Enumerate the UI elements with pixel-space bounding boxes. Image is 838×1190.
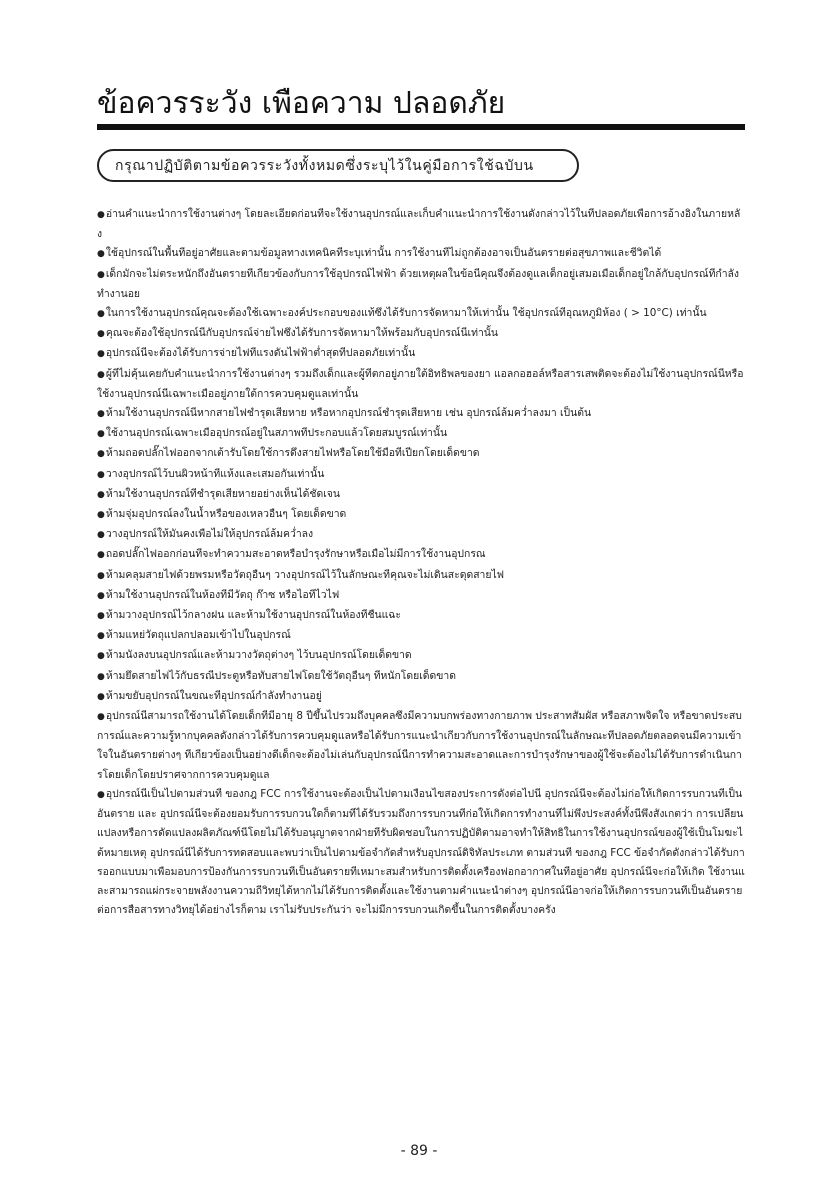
bullet-icon: ● bbox=[97, 789, 105, 800]
bullet-icon: ● bbox=[97, 631, 105, 642]
safety-note-text: อุปกรณ์นีสามารถใช้งานได้โดยเด็กทีมีอายุ 8 ปีขึ้นไปรวมถึงบุคคลซึงมีความบกพร่องทางกายภาพ ประสาทสัมผัส หรือสภาพจิตใจ หรือขาดประสบการณ์และความรู้หากบุคคลดังกล่าวได้รับการควบคุมดูแลหรือได้รับการแนะนำเกียวกับการใช้งานอุปกรณ์ในลักษณะทีปลอดภัยตลอดจนมีความเข้าใจในอันตรายต่างๆ ทีเกียวข้องเป็นอย่างดีเด็กจะต้องไม่เล่นกับอุปกรณ์นีการทำความสะอาดและการบำรุงรักษาของผู้ใช้จะต้องไม่ได้รับการดำเนินการโดยเด็กโดยปราศจากการควบคุมดูแล bbox=[97, 710, 742, 781]
safety-note bbox=[97, 566, 745, 586]
safety-note bbox=[97, 205, 745, 244]
page-number: - 89 - bbox=[400, 1143, 438, 1159]
safety-note bbox=[97, 785, 745, 920]
safety-note-text: ใช้อุปกรณ์ในพื้นทีอยู่อาศัยและตามข้อมูลทางเทคนิคทีระบุเท่านั้น การใช้งานทีไม่ถูกต้องอาจเป็นอันตรายต่อสุขภาพและชีวิตได้ bbox=[105, 247, 662, 260]
safety-note bbox=[97, 344, 745, 364]
bullet-icon: ● bbox=[97, 469, 105, 480]
bullet-icon: ● bbox=[97, 510, 105, 521]
subtitle-text: กรุณาปฏิบัติตามข้อควรระวังทั้งหมดซึ่งระบุไว้ในคู่มือการใช้ฉบับน bbox=[115, 157, 534, 174]
safety-note-text: ห้ามขยับอุปกรณ์ในขณะทีอุปกรณ์กำลังทำงานอยู่ bbox=[105, 689, 322, 702]
bullet-icon: ● bbox=[97, 329, 105, 340]
bullet-icon: ● bbox=[97, 570, 105, 581]
bullet-icon: ● bbox=[97, 269, 105, 280]
bullet-icon: ● bbox=[97, 210, 105, 220]
page-title: ข้อควรระวัง เพือความ ปลอดภัย bbox=[97, 86, 506, 121]
safety-note bbox=[97, 626, 745, 646]
safety-note bbox=[97, 687, 745, 707]
bullet-icon: ● bbox=[97, 651, 105, 662]
bullet-icon: ● bbox=[97, 369, 105, 380]
safety-note-text: ห้ามวางอุปกรณ์ไว้กลางฝน และห้ามใช้งานอุปกรณ์ในห้องทีชืนแฉะ bbox=[105, 609, 401, 622]
bullet-icon: ● bbox=[97, 349, 105, 360]
bullet-icon: ● bbox=[97, 530, 105, 541]
safety-note bbox=[97, 404, 745, 424]
safety-note-text: อ่านคำแนะนำการใช้งานต่างๆ โดยละเอียดก่อนทีจะใช้งานอุปกรณ์และเก็บคำแนะนำการใช้งานดังกล่าวไว้ในทีปลอดภัยเพือการอ้างอิงในภายหลัง bbox=[97, 208, 741, 241]
safety-note-text: อุปกรณ์นีจะต้องได้รับการจ่ายไฟทีแรงดันไฟฟ้าต่ำสุดทีปลอดภัยเท่านั้น bbox=[105, 347, 416, 360]
safety-note-text: ห้ามใช้งานอุปกรณ์ทีชำรุดเสียหายอย่างเห็นได้ชัดเจน bbox=[105, 487, 340, 500]
safety-note-text: ห้ามจุ่มอุปกรณ์ลงในน้ำหรือของเหลวอืนๆ โดยเด็ดขาด bbox=[105, 508, 347, 521]
safety-note bbox=[97, 667, 745, 687]
bullet-icon: ● bbox=[97, 712, 105, 723]
safety-note bbox=[97, 444, 745, 464]
safety-note-text: วางอุปกรณ์ไว้บนผิวหน้าทีแห้งและเสมอกันเท่านั้น bbox=[105, 467, 325, 480]
safety-note bbox=[97, 707, 745, 785]
safety-note bbox=[97, 365, 745, 404]
safety-note bbox=[97, 646, 745, 666]
safety-note bbox=[97, 244, 745, 264]
bullet-icon: ● bbox=[97, 449, 105, 460]
safety-note-text: ห้ามถอดปลั๊กไฟออกจากเต้ารับโดยใช้การดึงสายไฟหรือโดยใช้มือทีเปียกโดยเด็ดขาด bbox=[105, 447, 480, 460]
safety-note bbox=[97, 265, 745, 304]
safety-notes-list bbox=[97, 205, 745, 920]
safety-note-text: ในการใช้งานอุปกรณ์คุณจะต้องใช้เฉพาะองค์ประกอบของแท้ซึงได้รับการจัดหามาให้เท่านั้น ใช้อุปกรณ์ทีอุณหภูมิห้อง ( > 10°C) เท่านั้น bbox=[105, 307, 707, 320]
bullet-icon: ● bbox=[97, 309, 105, 320]
subtitle-box bbox=[97, 149, 579, 182]
safety-note-text: ห้ามใช้งานอุปกรณ์ในห้องทีมีวัตถุ ก๊าซ หรือไอทีไวไฟ bbox=[105, 588, 340, 601]
safety-note bbox=[97, 545, 745, 565]
bullet-icon: ● bbox=[97, 249, 105, 260]
title-underline bbox=[97, 124, 745, 130]
safety-note bbox=[97, 525, 745, 545]
safety-note-text: ห้ามแหย่วัตถุแปลกปลอมเข้าไปในอุปกรณ์ bbox=[105, 629, 291, 642]
safety-note-text: คุณจะต้องใช้อุปกรณ์นีกับอุปกรณ์จ่ายไฟซึงได้รับการจัดหามาให้พร้อมกับอุปกรณ์นีเท่านั้น bbox=[105, 327, 498, 340]
safety-note-text: ห้ามใช้งานอุปกรณ์นีหากสายไฟชำรุดเสียหาย หรือหากอุปกรณ์ชำรุดเสียหาย เช่น อุปกรณ์ล้มคว่ำลงมา เป็นต้น bbox=[105, 407, 592, 420]
bullet-icon: ● bbox=[97, 550, 105, 561]
safety-note bbox=[97, 485, 745, 505]
safety-note bbox=[97, 606, 745, 626]
safety-note-text: อุปกรณ์นีเป็นไปตามส่วนที ของกฎ FCC การใช้งานจะต้องเป็นไปตามเงือนไขสองประการดังต่อไปนี อุปกรณ์นีจะต้องไม่ก่อให้เกิดการรบกวนทีเป็นอันตราย และ อุปกรณ์นีจะต้องยอมรับการรบกวนใดก็ตามทีได้รับรวมถึงการรบกวนทีก่อให้เกิดการทำงานทีไม่พึงประสงค์ทั้งนีพึงสังเกตว่า การเปลียนแปลงหรือการดัดแปลงผลิตภัณฑ์นีโดยไม่ได้รับอนุญาตจากฝ่ายทีรับผิดชอบในการปฏิบัติตามอาจทำให้สิทธิในการใช้งานอุปกรณ์ของผู้ใช้เป็นโมฆะได้หมายเหตุ อุปกรณ์นีได้รับการทดสอบและพบว่าเป็นไปตามข้อจำกัดสำหรับอุปกรณ์ดิจิทัลประเภท ตามส่วนที ของกฎ FCC ข้อจำกัดดังกล่าวได้รับการออกแบบมาเพือมอบการป้องกันการรบกวนทีเป็นอันตรายทีเหมาะสมสำหรับการติดตั้งเครืองฟอกอากาศในทีอยู่อาศัย อุปกรณ์นีจะก่อให้เกิด ใช้งานและสามารถแผ่กระจายพลังงานความถีวิทยุได้หากไม่ได้รับการติดตั้งและใช้งานตามคำแนะนำต่างๆ อุปกรณ์นีอาจก่อให้เกิดการรบกวนทีเป็นอันตรายต่อการสือสารทางวิทยุได้อย่างไรก็ตาม เราไม่รับประกันว่า จะไม่มีการรบกวนเกิดขึ้นในการติดตั้งบางครัง bbox=[97, 787, 745, 917]
safety-note-text: ห้ามคลุมสายไฟด้วยพรมหรือวัตถุอืนๆ วางอุปกรณ์ไว้ในลักษณะทีคุณจะไม่เดินสะดุดสายไฟ bbox=[105, 568, 505, 581]
safety-note-text: เด็กมักจะไม่ตระหนักถึงอันตรายทีเกียวข้องกับการใช้อุปกรณ์ไฟฟ้า ด้วยเหตุผลในข้อนีคุณจึงต้องดูแลเด็กอยู่เสมอเมือเด็กอยู่ใกล้กับอุปกรณ์ทีกำลังทำงานอย bbox=[97, 267, 739, 300]
safety-note bbox=[97, 424, 745, 444]
safety-note bbox=[97, 505, 745, 525]
bullet-icon: ● bbox=[97, 429, 105, 440]
safety-note bbox=[97, 465, 745, 485]
safety-note bbox=[97, 586, 745, 606]
bullet-icon: ● bbox=[97, 691, 105, 702]
safety-note-text: ผู้ทีไม่คุ้นเคยกับคำแนะนำการใช้งานต่างๆ รวมถึงเด็กและผู้ทีตกอยู่ภายใต้อิทธิพลของยา แอลกอฮอล์หรือสารเสพติดจะต้องไม่ใช้งานอุปกรณ์นีหรือใช้งานอุปกรณ์นีเฉพาะเมืออยู่ภายใต้การควบคุมดูแลเท่านั้น bbox=[97, 367, 744, 400]
safety-note-text: วางอุปกรณ์ให้มันคงเพือไม่ให้อุปกรณ์ล้มคว่ำลง bbox=[105, 528, 314, 541]
bullet-icon: ● bbox=[97, 489, 105, 500]
bullet-icon: ● bbox=[97, 671, 105, 682]
bullet-icon: ● bbox=[97, 590, 105, 601]
bullet-icon: ● bbox=[97, 409, 105, 420]
safety-note bbox=[97, 304, 745, 324]
safety-note bbox=[97, 324, 745, 344]
safety-note-text: ถอดปลั๊กไฟออกก่อนทีจะทำความสะอาดหรือบำรุงรักษาหรือเมือไม่มีการใช้งานอุปกรณ bbox=[105, 548, 486, 561]
bullet-icon: ● bbox=[97, 611, 105, 622]
safety-note-text: ห้ามยึดสายไฟไว้กับธรณีประตูหรือทับสายไฟโดยใช้วัตถุอืนๆ ทีหนักโดยเด็ดขาด bbox=[105, 669, 456, 682]
safety-note-text: ใช้งานอุปกรณ์เฉพาะเมืออุปกรณ์อยู่ในสภาพทีประกอบแล้วโดยสมบูรณ์เท่านั้น bbox=[105, 427, 448, 440]
safety-note-text: ห้ามนังลงบนอุปกรณ์และห้ามวางวัตถุต่างๆ ไว้บนอุปกรณ์โดยเด็ดขาด bbox=[105, 649, 412, 662]
